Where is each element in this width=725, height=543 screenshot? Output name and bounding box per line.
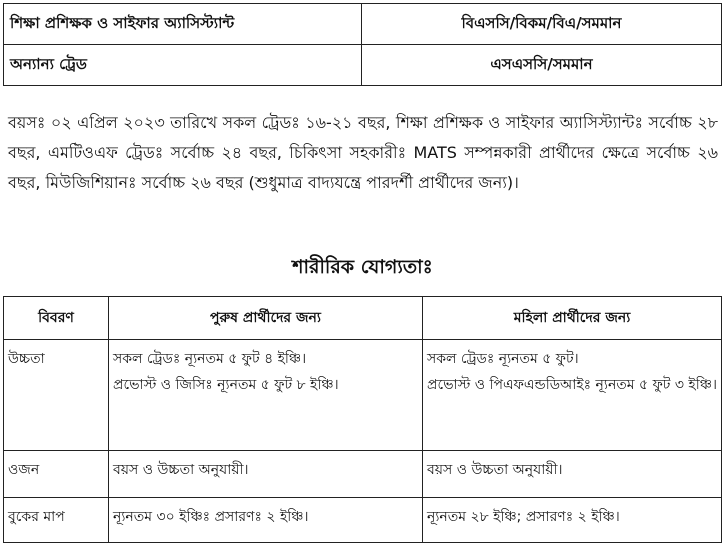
header-female: মহিলা প্রার্থীদের জন্য: [423, 297, 722, 340]
male-cell: ন্যূনতম ৩০ ইঞ্চিঃ প্রসারণঃ ২ ইঞ্চি।: [109, 498, 423, 543]
cell-line: প্রভোস্ট ও জিসিঃ ন্যূনতম ৫ ফুট ৮ ইঞ্চি।: [113, 377, 339, 393]
row-label: বুকের মাপ: [4, 498, 109, 543]
female-cell: [423, 340, 722, 451]
cell-line: সকল ট্রেডঃ ন্যূনতম ৫ ফুট ৪ ইঞ্চি।: [113, 351, 307, 367]
qualification-cell: এসএসসি/সমমান: [362, 45, 722, 86]
female-cell: ন্যূনতম ২৮ ইঞ্চি; প্রসারণঃ ২ ইঞ্চি।: [423, 498, 722, 543]
male-cell: [109, 340, 423, 451]
trade-cell: অন্যান্য ট্রেড: [4, 45, 362, 86]
table-header-row: [4, 297, 722, 340]
table-row: [4, 340, 722, 451]
table-row: [4, 4, 722, 45]
cell-line: প্রভোস্ট ও পিএফএন্ডডিআইঃ ন্যূনতম ৫ ফুট ৩ ইঞ্চি।: [427, 377, 717, 393]
cell-line: সকল ট্রেডঃ ন্যূনতম ৫ ফুট।: [427, 351, 579, 367]
qualification-table: [3, 3, 722, 86]
trade-cell: শিক্ষা প্রশিক্ষক ও সাইফার অ্যাসিস্ট্যান্ট: [4, 4, 362, 45]
header-male: পুরুষ প্রার্থীদের জন্য: [109, 297, 423, 340]
table-row: [4, 45, 722, 86]
section-heading: শারীরিক যোগ্যতাঃ: [292, 256, 433, 278]
age-requirement-paragraph: বয়সঃ ০২ এপ্রিল ২০২৩ তারিখে সকল ট্রেডঃ ১৬-২১ বছর, শিক্ষা প্রশিক্ষক ও সাইফার অ্যাসিস্ট্যান্টঃ সর্বোচ্চ ২৮ বছর, এমটিওএফ ট্রেডঃ সর্বোচ্চ ২৪ বছর, চিকিৎসা সহকারীঃ MATS সম্পন্নকারী প্রার্থীদের ক্ষেত্রে সর্বোচ্চ ২৬ বছর, মিউজিশিয়ানঃ সর্বোচ্চ ২৬ বছর (শুধুমাত্র বাদ্যযন্ত্রে পারদর্শী প্রার্থীদের জন্য)।: [8, 113, 718, 192]
female-cell: বয়স ও উচ্চতা অনুযায়ী।: [423, 451, 722, 498]
row-label: ওজন: [4, 451, 109, 498]
row-label: উচ্চতা: [4, 340, 109, 451]
table-row: [4, 451, 722, 498]
table-row: [4, 498, 722, 543]
physical-requirements-table: [3, 296, 722, 543]
male-cell: বয়স ও উচ্চতা অনুযায়ী।: [109, 451, 423, 498]
header-description: বিবরণ: [4, 297, 109, 340]
qualification-cell: বিএসসি/বিকম/বিএ/সমমান: [362, 4, 722, 45]
